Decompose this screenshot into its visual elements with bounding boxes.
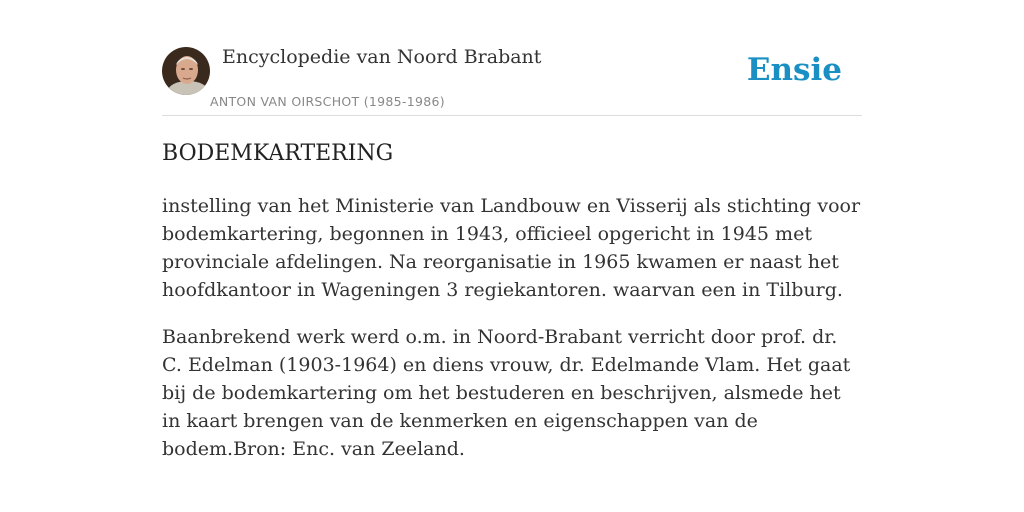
entry-paragraph: instelling van het Ministerie van Landbouw en Visserij als stichting voor bodemkartering, begonnen in 1943, officieel opgericht in 1945 met provinciale afdelingen. Na reorganisatie in 1965 kwamen er naast het hoofdkantoor in Wageningen 3 regiekantoren. waarvan een in Tilburg.	[162, 195, 861, 301]
header-divider	[162, 115, 862, 116]
author-name[interactable]: ANTON VAN OIRSCHOT (1985-1986)	[210, 94, 445, 109]
author-avatar[interactable]	[162, 47, 210, 95]
site-title[interactable]: Encyclopedie van Noord Brabant	[222, 46, 542, 68]
entry-title: BODEMKARTERING	[162, 141, 394, 166]
entry-body	[162, 192, 862, 482]
brand-logo[interactable]: Ensie	[746, 52, 842, 88]
entry-paragraph: Baanbrekend werk werd o.m. in Noord-Brabant verricht door prof. dr. C. Edelman (1903-1964) en diens vrouw, dr. Edelmande Vlam. Het gaat bij de bodemkartering om het bestuderen en beschrijven, alsmede het in kaart brengen van de kenmerken en eigenschappen van de bodem.Bron: Enc. van Zeeland.	[162, 326, 851, 460]
